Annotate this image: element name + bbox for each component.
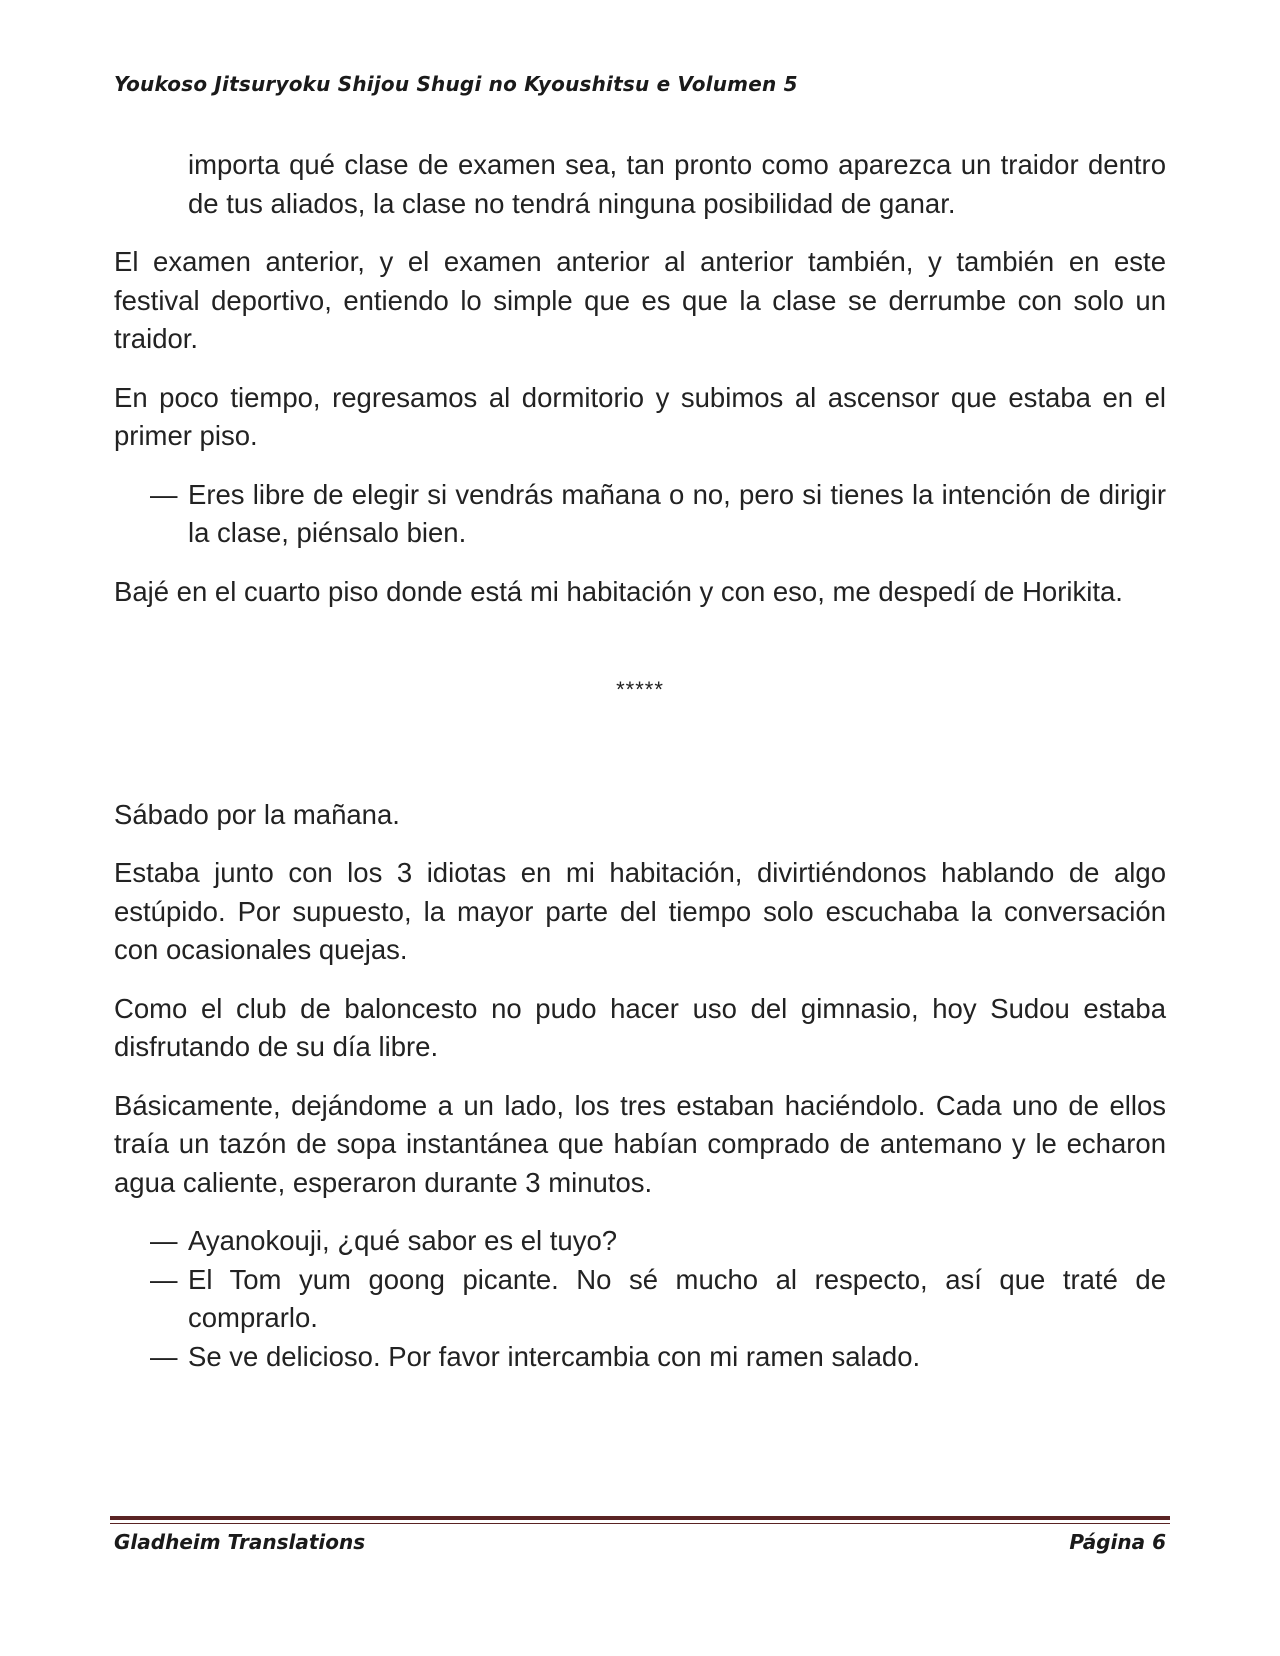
footer-publisher: Gladheim Translations <box>114 1530 366 1554</box>
dialog-dash: — <box>150 1340 178 1372</box>
page-number: Página 6 <box>1069 1530 1166 1554</box>
paragraph: Bajé en el cuarto piso donde está mi habitación y con eso, me despedí de Horikita. <box>114 575 1123 607</box>
dialog-dash: — <box>150 1225 178 1256</box>
paragraph: Básicamente, dejándome a un lado, los tres estaban haciéndolo. Cada uno de ellos traía un tazón de sopa instantánea que habían comprado de antemano y le echaron agua caliente, esperaron durante 3 minutos. <box>114 1089 1166 1198</box>
paragraph: En poco tiempo, regresamos al dormitorio y subimos al ascensor que estaba en el primer piso. <box>114 381 1166 451</box>
paragraph: Sábado por la mañana. <box>114 798 400 830</box>
dialog-dash: — <box>150 1263 178 1295</box>
paragraph: Estaba junto con los 3 idiotas en mi habitación, divirtiéndonos hablando de algo estúpido. Por supuesto, la mayor parte del tiempo solo escuchaba la conversación con ocasionales quejas. <box>114 857 1166 965</box>
dialog-dash: — <box>150 478 178 510</box>
scene-separator: ***** <box>616 677 664 702</box>
footer-rule-thin <box>110 1523 1170 1524</box>
dialog-line <box>114 1222 1166 1261</box>
paragraph: El examen anterior, y el examen anterior al anterior también, y también en este festival deportivo, entiendo lo simple que es que la clase se derrumbe con solo un traidor. <box>114 246 1166 354</box>
dialog-text: Se ve delicioso. Por favor intercambia con mi ramen salado. <box>188 1340 921 1372</box>
dialog-line <box>114 1338 1166 1377</box>
header-title: Youkoso Jitsuryoku Shijou Shugi no Kyoushitsu e Volumen 5 <box>114 72 798 96</box>
paragraph-continuation: importa qué clase de examen sea, tan pronto como aparezca un traidor dentro de tus aliados, la clase no tendrá ninguna posibilidad de ganar. <box>188 149 1166 219</box>
dialog-group <box>114 1222 1166 1376</box>
dialog-group <box>114 476 1166 553</box>
dialog-text: El Tom yum goong picante. No sé mucho al respecto, así que traté de comprarlo. <box>188 1263 1166 1333</box>
footer-rule <box>110 1516 1170 1520</box>
dialog-line <box>114 1261 1166 1338</box>
paragraph: Como el club de baloncesto no pudo hacer uso del gimnasio, hoy Sudou estaba disfrutando de su día libre. <box>114 992 1166 1062</box>
dialog-text: Eres libre de elegir si vendrás mañana o no, pero si tienes la intención de dirigir la clase, piénsalo bien. <box>188 478 1166 548</box>
body-text <box>114 146 1166 1396</box>
dialog-line <box>114 476 1166 553</box>
dialog-text: Ayanokouji, ¿qué sabor es el tuyo? <box>188 1225 618 1256</box>
